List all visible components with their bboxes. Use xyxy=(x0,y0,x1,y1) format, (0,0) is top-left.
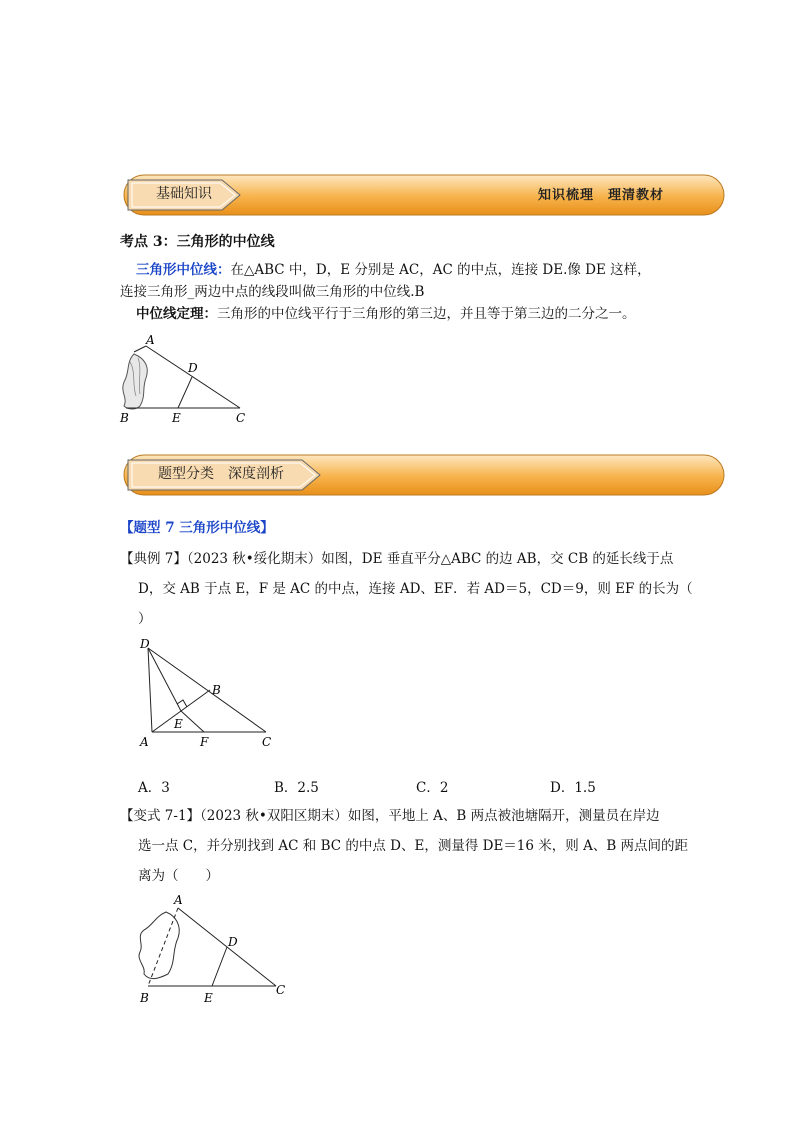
figure-midline-pond xyxy=(112,332,262,428)
example7-line-1 xyxy=(120,549,673,569)
segment-DA xyxy=(148,648,152,732)
label-C: C xyxy=(276,983,286,997)
definition-term: 三角形中位线： xyxy=(136,262,231,278)
label-B: B xyxy=(120,411,129,425)
label-A: A xyxy=(174,893,183,907)
pond-shape xyxy=(139,912,179,979)
variant71-line-2: 选一点 C，并分别找到 AC 和 BC 的中点 D、E，测量得 DE＝16 米，则 A、B 两点间的距 xyxy=(138,838,689,854)
label-F: F xyxy=(200,735,209,749)
banner-subtitle: 知识梳理 理清教材 xyxy=(537,188,664,203)
variant71-line-3: 离为（ ） xyxy=(138,868,219,884)
banner-tag: 基础知识 xyxy=(156,186,212,202)
section-banner-types xyxy=(122,452,726,496)
banner-tag: 题型分类 深度剖析 xyxy=(158,466,284,482)
pond-shape xyxy=(123,354,147,409)
section-title: 考点 3：三角形的中位线 xyxy=(120,234,275,250)
label-D: D xyxy=(228,935,238,949)
example7-line-3: ） xyxy=(138,611,152,627)
question-type-title: 【题型 7 三角形中位线】 xyxy=(120,520,274,536)
segment-EF xyxy=(181,711,204,732)
variant71-label: 【变式 7-1】 xyxy=(120,808,201,824)
label-E: E xyxy=(174,717,183,731)
choice-b[interactable]: B．2.5 xyxy=(274,780,319,796)
definition-line-2: 连接三角形_两边中点的线段叫做三角形的中位线.B xyxy=(120,284,425,300)
label-E: E xyxy=(204,991,213,1005)
theorem-line xyxy=(136,304,636,324)
figure-variant71-pond xyxy=(130,890,300,1008)
choice-a[interactable]: A．3 xyxy=(138,780,170,796)
label-B: B xyxy=(140,991,149,1005)
example7-line-2: D，交 AB 于点 E，F 是 AC 的中点，连接 AD、EF．若 AD＝5，CD＝9，则 EF 的长为（ xyxy=(138,581,693,597)
theorem-term: 中位线定理： xyxy=(136,306,217,322)
label-C: C xyxy=(262,735,272,749)
theorem-text: 三角形的中位线平行于三角形的第三边，并且等于第三边的二分之一。 xyxy=(217,306,636,322)
label-E: E xyxy=(172,411,181,425)
example7-text: （2023 秋•绥化期末）如图，DE 垂直平分△ABC 的边 AB，交 CB 的延长线于点 xyxy=(186,551,674,567)
figure-example7 xyxy=(136,636,286,752)
example7-label: 【典例 7】 xyxy=(120,551,187,567)
segment-AC xyxy=(146,346,240,408)
section-banner-basics xyxy=(122,172,726,216)
label-C: C xyxy=(236,411,246,425)
label-A: A xyxy=(146,333,155,347)
segment-DE xyxy=(178,377,192,408)
label-D: D xyxy=(188,361,198,375)
variant71-text: （2023 秋•双阳区期末）如图，平地上 A、B 两点被池塘隔开，测量员在岸边 xyxy=(200,808,660,824)
segment-DE xyxy=(148,648,181,711)
label-D: D xyxy=(140,637,150,651)
segment-DC xyxy=(148,648,266,732)
variant71-line-1 xyxy=(120,806,660,826)
choice-c[interactable]: C．2 xyxy=(416,780,449,796)
segment-DE xyxy=(212,947,227,986)
choice-d[interactable]: D．1.5 xyxy=(550,780,596,796)
definition-text: 在△ABC 中，D，E 分别是 AC，AC 的中点，连接 DE.像 DE 这样， xyxy=(230,262,651,278)
definition-line-1 xyxy=(136,260,651,280)
label-B: B xyxy=(212,683,221,697)
label-A: A xyxy=(140,735,149,749)
segment-A-stub xyxy=(134,346,146,352)
